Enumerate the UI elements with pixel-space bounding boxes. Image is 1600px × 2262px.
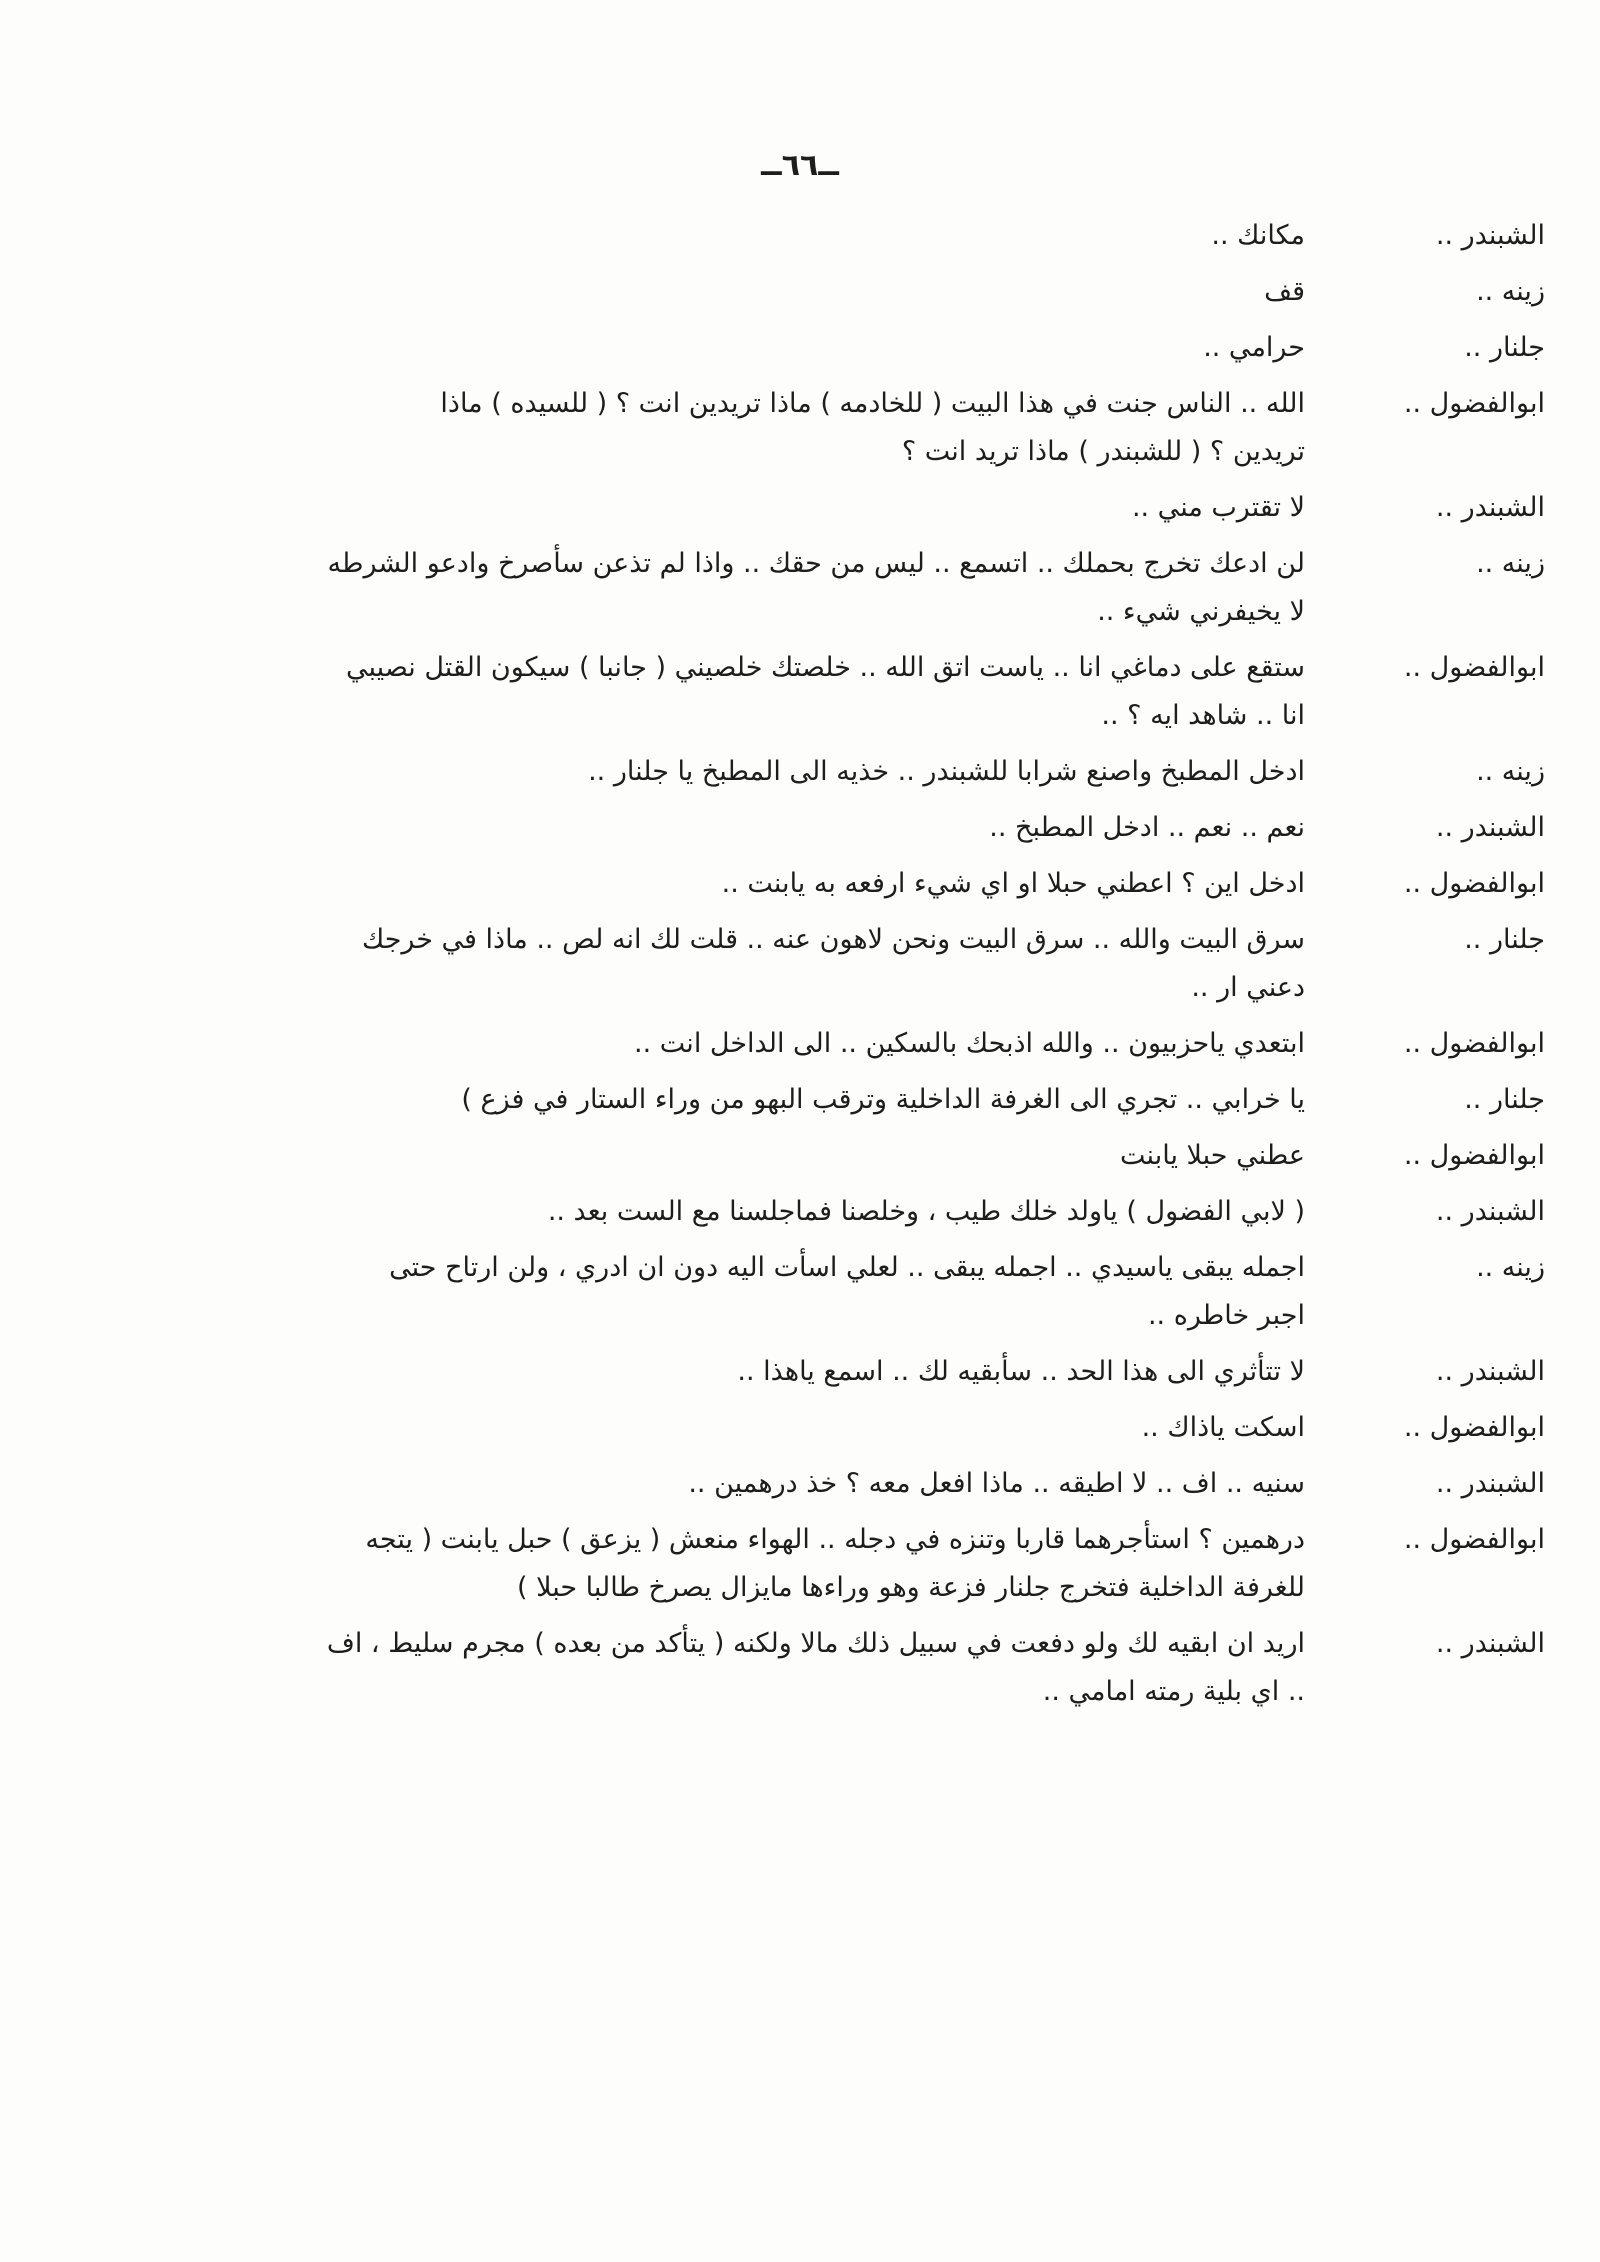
dialogue-line: ستقع على دماغي انا .. ياست اتق الله .. خلصتك خلصيني ( جانبا ) سيكون القتل نصيبي xyxy=(346,652,1305,683)
dialogue-line: تريدين ؟ ( للشبندر ) ماذا تريد انت ؟ xyxy=(901,436,1305,467)
page-number: ــ٦٦ــ xyxy=(761,148,839,183)
speaker-name: الشبندر .. xyxy=(1435,220,1545,251)
speaker-name: ابوالفضول .. xyxy=(1403,1028,1545,1059)
dialogue-lines xyxy=(95,644,1345,740)
dialogue-entry xyxy=(95,540,1555,636)
dialogue-lines xyxy=(95,748,1345,796)
speaker-name: جلنار .. xyxy=(1464,924,1545,955)
dialogue-entry xyxy=(95,1132,1555,1180)
dialogue-lines xyxy=(95,484,1345,532)
dialogue-entry xyxy=(95,268,1555,316)
dialogue-line: انا .. شاهد ايه ؟ .. xyxy=(1101,700,1305,731)
dialogue-line: درهمين ؟ استأجرهما قاربا وتنزه في دجله .. الهواء منعش ( يزعق ) حبل يابنت ( يتجه xyxy=(365,1524,1305,1555)
dialogue-entry xyxy=(95,1020,1555,1068)
dialogue-line: لا تتأثري الى هذا الحد .. سأبقيه لك .. اسمع ياهذا .. xyxy=(737,1356,1305,1387)
speaker-name: الشبندر .. xyxy=(1435,1468,1545,1499)
dialogue-entry xyxy=(95,324,1555,372)
dialogue-line: لا يخيفرني شيء .. xyxy=(1097,596,1305,627)
speaker-name: جلنار .. xyxy=(1464,332,1545,363)
dialogue-entry xyxy=(95,1620,1555,1716)
dialogue-lines xyxy=(95,1404,1345,1452)
speaker-name: جلنار .. xyxy=(1464,1084,1545,1115)
dialogue-entry xyxy=(95,1348,1555,1396)
dialogue-entry xyxy=(95,1460,1555,1508)
speaker-name: زينه .. xyxy=(1476,756,1545,787)
dialogue-line: اجمله يبقى ياسيدي .. اجمله يبقى .. لعلي اسأت اليه دون ان ادري ، ولن ارتاح حتى xyxy=(389,1252,1305,1283)
play-script xyxy=(95,212,1555,1716)
dialogue-line: الله .. الناس جنت في هذا البيت ( للخادمه ) ماذا تريدين انت ؟ ( للسيده ) ماذا xyxy=(440,388,1305,419)
dialogue-line: لن ادعك تخرج بحملك .. اتسمع .. ليس من حقك .. واذا لم تذعن سأصرخ وادعو الشرطه xyxy=(327,548,1305,579)
dialogue-entry xyxy=(95,212,1555,260)
dialogue-lines xyxy=(95,804,1345,852)
speaker-name: زينه .. xyxy=(1476,1252,1545,1283)
speaker-name: ابوالفضول .. xyxy=(1403,652,1545,683)
dialogue-line: نعم .. نعم .. ادخل المطبخ .. xyxy=(989,812,1305,843)
dialogue-line: اريد ان ابقيه لك ولو دفعت في سبيل ذلك مالا ولكنه ( يتأكد من بعده ) مجرم سليط ، اف xyxy=(326,1628,1305,1659)
dialogue-lines xyxy=(95,268,1345,316)
dialogue-line: عطني حبلا يابنت xyxy=(1120,1140,1305,1171)
dialogue-lines xyxy=(95,860,1345,908)
dialogue-entry xyxy=(95,1244,1555,1340)
dialogue-entry xyxy=(95,1516,1555,1612)
dialogue-entry xyxy=(95,1404,1555,1452)
dialogue-lines xyxy=(95,380,1345,476)
dialogue-entry xyxy=(95,748,1555,796)
dialogue-lines xyxy=(95,1076,1345,1124)
dialogue-lines xyxy=(95,1188,1345,1236)
speaker-name: زينه .. xyxy=(1476,276,1545,307)
dialogue-entry xyxy=(95,804,1555,852)
dialogue-entry xyxy=(95,860,1555,908)
dialogue-lines xyxy=(95,1460,1345,1508)
speaker-name: زينه .. xyxy=(1476,548,1545,579)
dialogue-line: قف xyxy=(1264,276,1305,307)
dialogue-line: ادخل اين ؟ اعطني حبلا او اي شيء ارفعه به يابنت .. xyxy=(721,868,1305,899)
dialogue-lines xyxy=(95,540,1345,636)
speaker-name: الشبندر .. xyxy=(1435,812,1545,843)
dialogue-lines xyxy=(95,1620,1345,1716)
dialogue-line: ابتعدي ياحزبيون .. والله اذبحك بالسكين .. الى الداخل انت .. xyxy=(634,1028,1305,1059)
dialogue-line: للغرفة الداخلية فتخرج جلنار فزعة وهو وراءها مايزال يصرخ طالبا حبلا ) xyxy=(516,1572,1305,1603)
dialogue-line: اسكت ياذاك .. xyxy=(1141,1412,1305,1443)
speaker-name: ابوالفضول .. xyxy=(1403,1524,1545,1555)
speaker-name: الشبندر .. xyxy=(1435,1196,1545,1227)
dialogue-line: .. اي بلية رمته امامي .. xyxy=(1042,1676,1305,1707)
dialogue-line: لا تقترب مني .. xyxy=(1131,492,1305,523)
dialogue-line: ( لابي الفضول ) ياولد خلك طيب ، وخلصنا فماجلسنا مع الست بعد .. xyxy=(547,1196,1305,1227)
dialogue-line: سنيه .. اف .. لا اطيقه .. ماذا افعل معه ؟ خذ درهمين .. xyxy=(688,1468,1305,1499)
dialogue-lines xyxy=(95,324,1345,372)
dialogue-line: حرامي .. xyxy=(1203,332,1305,363)
speaker-name: الشبندر .. xyxy=(1435,492,1545,523)
dialogue-line: دعني ار .. xyxy=(1191,972,1305,1003)
speaker-name: ابوالفضول .. xyxy=(1403,868,1545,899)
dialogue-lines xyxy=(95,916,1345,1012)
dialogue-line: ادخل المطبخ واصنع شرابا للشبندر .. خذيه الى المطبخ يا جلنار .. xyxy=(588,756,1305,787)
dialogue-line: سرق البيت والله .. سرق البيت ونحن لاهون عنه .. قلت لك انه لص .. ماذا في خرجك xyxy=(361,924,1305,955)
dialogue-entry xyxy=(95,484,1555,532)
dialogue-lines xyxy=(95,1516,1345,1612)
dialogue-line: يا خرابي .. تجري الى الغرفة الداخلية وترقب البهو من وراء الستار في فزع ) xyxy=(461,1084,1305,1115)
dialogue-entry xyxy=(95,644,1555,740)
dialogue-lines xyxy=(95,1020,1345,1068)
dialogue-line: مكانك .. xyxy=(1211,220,1305,251)
dialogue-entry xyxy=(95,380,1555,476)
dialogue-line: اجبر خاطره .. xyxy=(1147,1300,1305,1331)
dialogue-entry xyxy=(95,1188,1555,1236)
speaker-name: ابوالفضول .. xyxy=(1403,1140,1545,1171)
dialogue-lines xyxy=(95,1132,1345,1180)
dialogue-entry xyxy=(95,1076,1555,1124)
speaker-name: الشبندر .. xyxy=(1435,1356,1545,1387)
speaker-name: ابوالفضول .. xyxy=(1403,1412,1545,1443)
speaker-name: ابوالفضول .. xyxy=(1403,388,1545,419)
speaker-name: الشبندر .. xyxy=(1435,1628,1545,1659)
dialogue-lines xyxy=(95,212,1345,260)
dialogue-entry xyxy=(95,916,1555,1012)
dialogue-lines xyxy=(95,1348,1345,1396)
dialogue-lines xyxy=(95,1244,1345,1340)
